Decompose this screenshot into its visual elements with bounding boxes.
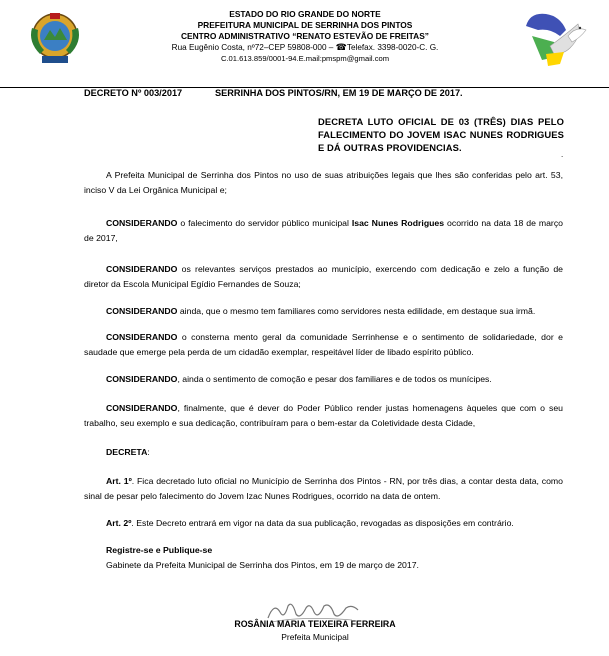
cabinet-line: Gabinete da Prefeita Municipal de Serrinha dos Pintos, em 19 de março de 2017. [106, 560, 419, 570]
keyword: CONSIDERANDO [106, 306, 178, 316]
letterhead [150, 9, 460, 64]
text-part: , ainda o sentimento de comoção e pesar dos familiares e de todos os munícipes. [177, 374, 492, 384]
keyword: CONSIDERANDO [106, 403, 178, 413]
text-part: , finalmente, que é dever do Poder Público render justas homenagens àqueles que com o seu trabalho, seu exemplo e sua dedicação, contribuíram para o bem-estar da Coletividade desta Cidade, [84, 403, 563, 428]
signer-name: ROSÂNIA MARIA TEIXEIRA FERREIRA [234, 619, 396, 629]
state-name: ESTADO DO RIO GRANDE DO NORTE [229, 9, 381, 19]
considerando-6 [84, 401, 563, 430]
deceased-name: Isac Nunes Rodrigues [351, 218, 445, 228]
stray-dot: . [561, 150, 564, 159]
text-part: o falecimento do servidor público municipal [177, 218, 352, 228]
place-date: SERRINHA DOS PINTOS/RN, EM 19 DE MARÇO DE 2017. [215, 88, 463, 98]
article-text: . Fica decretado luto oficial no Município de Serrinha dos Pintos - RN, por três dias, a contar desta data, como sinal de pesar pelo falecimento do Jovem Izac Nunes Rodrigues, ocorrido na data de ontem. [84, 476, 563, 501]
considerando-2 [84, 262, 563, 291]
city-hall-name: PREFEITURA MUNICIPAL DE SERRINHA DOS PINTOS [197, 20, 413, 30]
article-1 [84, 474, 563, 503]
article-text: . Este Decreto entrará em vigor na data da sua publicação, revogadas as disposições em contrário. [131, 518, 514, 528]
keyword: CONSIDERANDO [106, 218, 178, 228]
telephone-icon: ☎ [335, 42, 347, 52]
considerando-3 [84, 304, 563, 319]
considerando-4 [84, 330, 563, 359]
decreta-keyword: DECRETA [106, 447, 148, 457]
phone-text: Telefax. 3398-0020-C. G. [346, 43, 439, 52]
colon: : [147, 447, 150, 457]
decree-summary: DECRETA LUTO OFICIAL DE 03 (TRÊS) DIAS PELO FALECIMENTO DO JOVEM ISAC NUNES RODRIGUES E DÁ OUTRAS PROVIDENCIAS. [318, 116, 564, 154]
article-label: Art. 1º [106, 476, 132, 486]
cnpj-email-line: C.01.613.859/0001-94.E.mail:pmspm@gmail.com [220, 54, 390, 63]
text-part: ainda, que o mesmo tem familiares como servidores nesta edilidade, em destaque sua irmã. [177, 306, 536, 316]
address-line [150, 42, 460, 53]
admin-center-name: CENTRO ADMINISTRATIVO “RENATO ESTEVÃO DE FREITAS” [181, 31, 429, 41]
address-text: Rua Eugênio Costa, nº72–CEP 59808-000 – [171, 43, 334, 52]
signer-role: Prefeita Municipal [281, 632, 349, 642]
decreta-heading [84, 445, 563, 460]
intro-text: A Prefeita Municipal de Serrinha dos Pintos no uso de suas atribuições legais que lhes são conferidas pelo art. 53, inciso V da Lei Orgânica Municipal e; [84, 170, 563, 195]
keyword: CONSIDERANDO [106, 374, 178, 384]
intro-paragraph [84, 168, 563, 197]
considerando-1 [84, 216, 563, 245]
article-2 [84, 516, 563, 531]
coat-of-arms-logo [24, 8, 86, 68]
register-publish: Registre-se e Publique-se [106, 545, 213, 555]
dove-logo [520, 6, 590, 70]
text-part: os relevantes serviços prestados ao município, exercendo com dedicação e zelo a função de diretor da Escola Municipal Egídio Fernandes de Souza; [84, 264, 563, 289]
article-label: Art. 2º [106, 518, 132, 528]
keyword: CONSIDERANDO [106, 264, 178, 274]
considerando-5 [84, 372, 563, 387]
text-part: ocorrido na data 18 de março de 2017, [84, 218, 563, 243]
decree-number: DECRETO Nº 003/2017 [84, 88, 183, 98]
keyword: CONSIDERANDO [106, 332, 178, 342]
text-part: o consterna mento geral da comunidade Serrinhense e o sentimento de solidariedade, dor e saudade que emerge pela perda de um cidadão exemplar, respeitável líder de libado espírito público. [84, 332, 563, 357]
